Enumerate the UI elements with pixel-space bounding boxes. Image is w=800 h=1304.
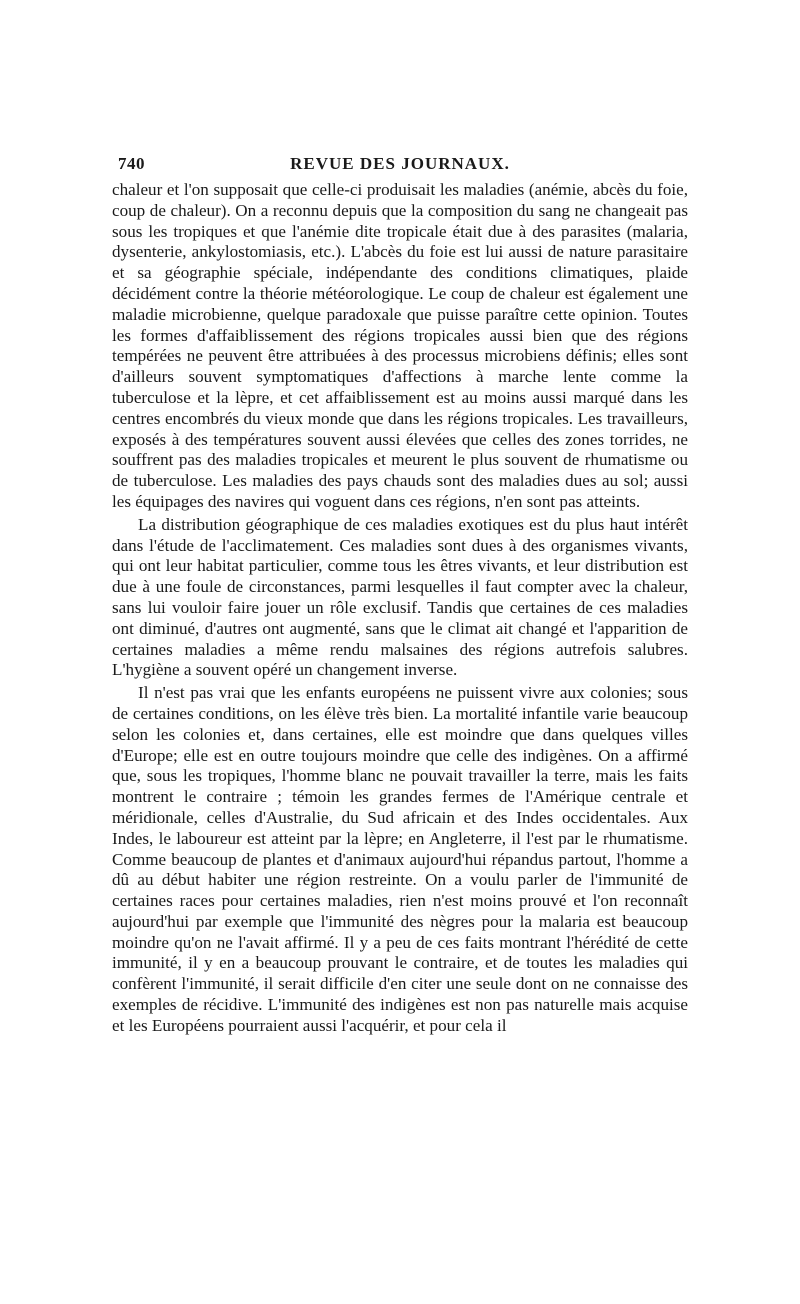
paragraph-geographic-distribution: La distribution géographique de ces maladies exotiques est du plus haut intérêt dans l'étude de l'acclimatement. Ces maladies sont dues à des organismes vivants, qui ont leur habitat particulier, comme tous les êtres vivants, et leur distribution est due à une foule de circonstances, parmi lesquelles il faut compter avec la chaleur, sans lui vouloir faire jouer un rôle exclusif. Tandis que certaines de ces maladies ont diminué, d'autres ont augmenté, sans que le climat ait changé et l'apparition de certaines maladies a même rendu malsaines des régions autrefois salubres. L'hygiène a souvent opéré un changement inverse. bbox=[112, 514, 688, 680]
page-number: 740 bbox=[118, 154, 145, 173]
running-head bbox=[112, 150, 688, 180]
journal-title: REVUE DES JOURNAUX. bbox=[290, 154, 510, 173]
paragraph-european-children: Il n'est pas vrai que les enfants européens ne puissent vivre aux colonies; sous de certaines conditions, on les élève très bien. La mortalité infantile varie beaucoup selon les colonies et, dans certaines, elle est moindre que dans quelques villes d'Europe; elle est en outre toujours moindre que celle des indigènes. On a affirmé que, sous les tropiques, l'homme blanc ne pouvait travailler la terre, mais les faits montrent le contraire ; témoin les grandes fermes de l'Amérique centrale et méridionale, celles d'Australie, du Sud africain et des Indes occidentales. Aux Indes, le laboureur est atteint par la lèpre; en Angleterre, il l'est par le rhumatisme. Comme beaucoup de plantes et d'animaux aujourd'hui répandus partout, l'homme a dû au début habiter une région restreinte. On a voulu parler de l'immunité de certaines races pour certaines maladies, rien n'est moins prouvé et l'on reconnaît aujourd'hui par exemple que l'immunité des nègres pour la malaria est beaucoup moindre qu'on ne l'avait affirmé. Il y a peu de ces faits montrant l'hérédité de cette immunité, il y en a beaucoup prouvant le contraire, et de toutes les maladies qui confèrent l'immunité, il serait difficile d'en citer une seule dont on ne connaisse des exemples de récidive. L'immunité des indigènes est non pas naturelle mais acquise et les Européens pourraient aussi l'acquérir, et pour cela il bbox=[112, 683, 688, 1035]
article-body bbox=[112, 180, 688, 1037]
paragraph-continued: chaleur et l'on supposait que celle-ci produisait les maladies (anémie, abcès du foie, coup de chaleur). On a reconnu depuis que la composition du sang ne changeait pas sous les tropiques et que l'anémie dite tropicale était due à des parasites (malaria, dysenterie, ankylostomiasis, etc.). L'abcès du foie est lui aussi de nature parasitaire et sa géographie spéciale, indépendante des conditions climatiques, plaide décidément contre la théorie météorologique. Le coup de chaleur est également une maladie microbienne, quelque paradoxale que puisse paraître cette opinion. Toutes les formes d'affaiblissement des régions tropicales aussi bien que des régions tempérées ne peuvent être attribuées à des processus microbiens définis; elles sont d'ailleurs souvent symptomatiques d'affections à marche lente comme la tuberculose et la lèpre, et cet affaiblissement est au moins aussi marqué dans les centres encombrés du vieux monde que dans les régions tropicales. Les travailleurs, exposés à des températures souvent aussi élevées que celles des zones torrides, ne souffrent pas des maladies tropicales et meurent le plus souvent de rhumatisme ou de tuberculose. Les maladies des pays chauds sont des maladies dues au sol; aussi les équipages des navires qui voguent dans ces régions, n'en sont pas atteints. bbox=[112, 180, 688, 511]
book-page bbox=[112, 150, 688, 1037]
